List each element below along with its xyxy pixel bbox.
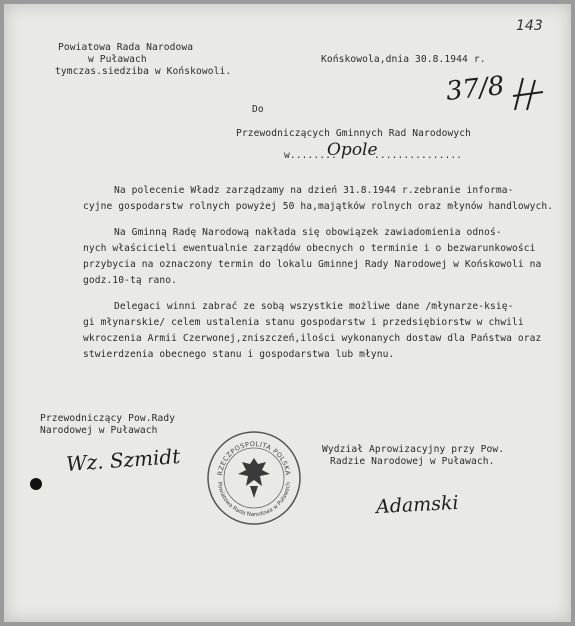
official-stamp: [204, 428, 304, 528]
signature-right-line2: Radzie Narodowej w Puławach.: [330, 456, 495, 467]
addressee-dots: ...............: [374, 150, 463, 161]
body-para3-line4: stwierdzenia obecnego stanu i gospodarstwa lub młynu.: [83, 349, 395, 360]
body-para2-line4: godz.10-tą rano.: [83, 275, 178, 286]
date-suffix: r.: [473, 54, 486, 65]
body-para1-line2: cyjne gospodarstw rolnych powyżej 50 ha,majątków rolnych oraz młynów handlowych.: [83, 201, 554, 212]
signature-right-line1: Wydział Aprowizacyjny przy Pow.: [322, 444, 505, 455]
signature-left-handwritten: Wz. Szmidt: [65, 444, 181, 476]
document-sheet: [4, 4, 571, 622]
place-date: [321, 54, 486, 66]
date: 30.8.1944: [415, 54, 468, 65]
stamp-top-text: RZECZPOSPOLITA POLSKA: [216, 439, 292, 477]
place-prefix: Końskowola,dnia: [321, 54, 410, 65]
signature-left-line2: Narodowej w Puławach: [40, 425, 158, 436]
addressee-place-line: w........: [284, 150, 337, 161]
addressee-w: w: [284, 150, 290, 161]
body-para2-line3: przybycia na oznaczony termin do lokalu Gminnej Rady Narodowej w Końskowoli na: [83, 259, 542, 270]
punch-hole-left: [30, 478, 42, 490]
addressee-place-handwritten: Opole: [327, 140, 378, 160]
addressee-name: Przewodniczących Gminnych Rad Narodowych: [236, 128, 472, 139]
signature-right-handwritten: Adamski: [375, 491, 460, 519]
sender-line-3: tymczas.siedziba w Końskowoli.: [55, 66, 232, 77]
stamp-bottom-text: Powiatowa Rada Narodowa w Puławach: [216, 481, 292, 519]
body-para3-line2: gi młynarskie/ celem ustalenia stanu gospodarstw i przedsiębiorstw w chwili: [83, 317, 524, 328]
sender-line-1: Powiatowa Rada Narodowa: [58, 42, 194, 53]
archive-number: 143: [516, 18, 543, 34]
eagle-emblem-icon: [238, 458, 270, 498]
handwritten-number: 37/8: [444, 71, 506, 107]
addressee-to: Do: [252, 104, 264, 115]
signature-left-line1: Przewodniczący Pow.Rady: [40, 413, 176, 424]
handwritten-flourish: [509, 74, 549, 114]
body-para2-line2: nych właścicieli ewentualnie zarządów obecnych o terminie i o bezwarunkowości: [83, 243, 536, 254]
sender-line-2: w Puławach: [88, 54, 147, 65]
body-para1-line1: Na polecenie Władz zarządzamy na dzień 31.8.1944 r.zebranie informa-: [114, 185, 514, 196]
body-para3-line1: Delegaci winni zabrać ze sobą wszystkie możliwe dane /młynarze-księ-: [114, 301, 514, 312]
body-para3-line3: wkroczenia Armii Czerwonej,zniszczeń,ilości wykonanych dostaw dla Państwa oraz: [83, 333, 542, 344]
body-para2-line1: Na Gminną Radę Narodową nakłada się obowiązek zawiadomienia odnoś-: [114, 227, 502, 238]
